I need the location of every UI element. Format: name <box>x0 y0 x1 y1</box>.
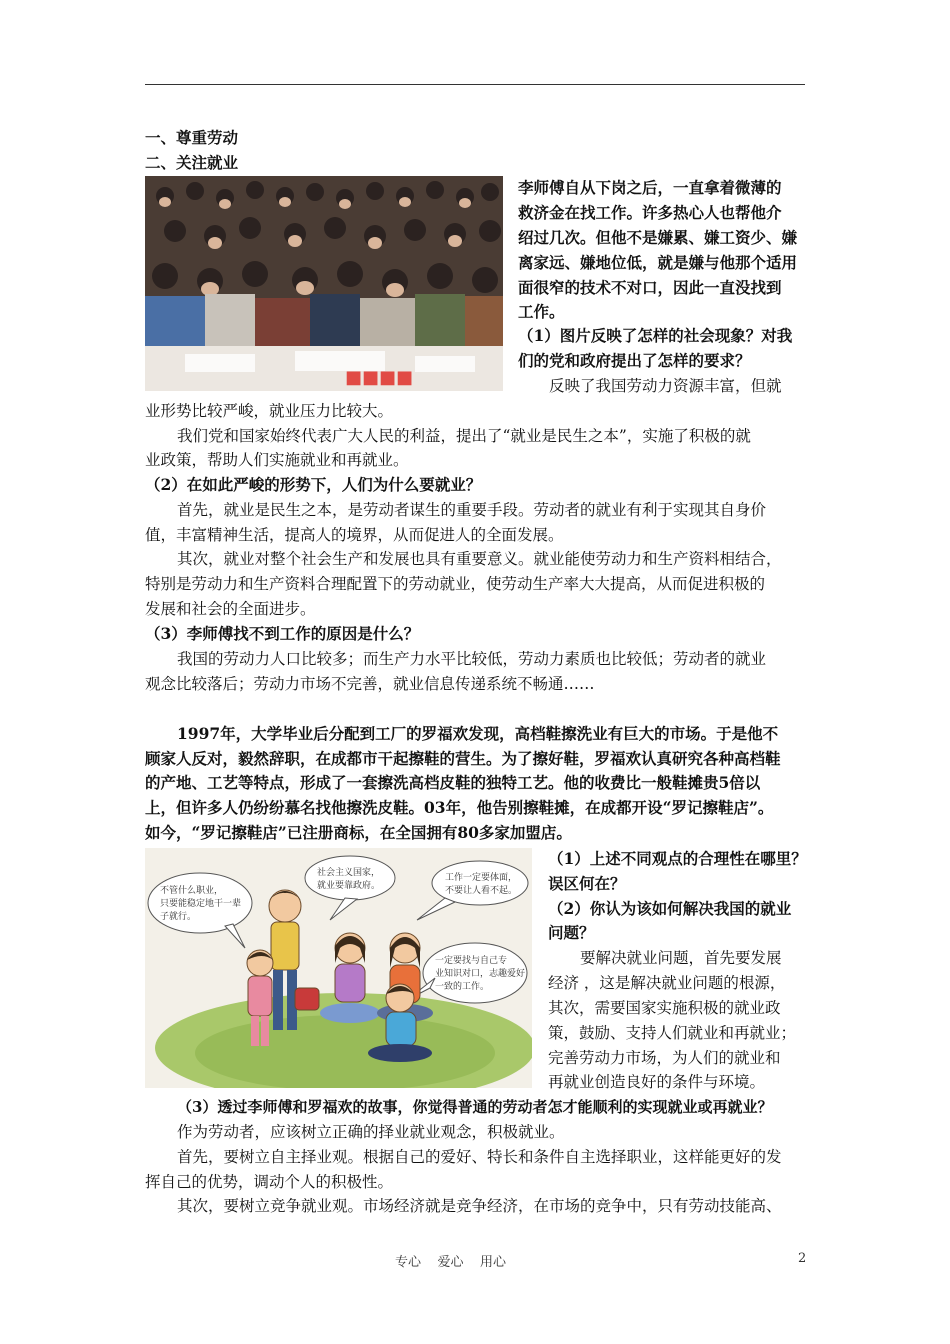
header-rule <box>145 84 805 85</box>
answer-6-line-1: 作为劳动者，应该树立正确的择业就业观念，积极就业。 <box>177 1123 565 1141</box>
bubble-4-line-1: 一定要找与自己专 <box>435 956 508 966</box>
answer-2-line-4: 特别是劳动力和生产资料合理配置下的劳动就业，使劳动生产率大大提高，从而促进积极的 <box>145 575 766 593</box>
heading-respect-labor: 一、尊重劳动 <box>145 128 239 147</box>
question-1-line-2: 们的党和政府提出了怎样的要求？ <box>518 351 751 370</box>
answer-5-line-4: 策，鼓励、支持人们就业和再就业； <box>548 1024 797 1042</box>
question-6: （3）透过李师傅和罗福欢的故事，你觉得普通的劳动者怎才能顺利的实现就业或再就业？ <box>177 1098 773 1116</box>
story2-line-3: 的产地、工艺等特点，形成了一套擦洗高档皮鞋的独特工艺。他的收费比一般鞋摊贵5倍以 <box>145 773 761 792</box>
crowd-illustration <box>145 176 503 391</box>
answer-6-line-3: 挥自己的优势，调动个人的积极性。 <box>145 1173 394 1191</box>
story1-line-6: 工作。 <box>518 302 565 321</box>
sitting-girl-center-figure <box>320 933 380 1023</box>
bubble-1-line-1: 不管什么职业， <box>160 886 224 896</box>
answer-1-line-4: 业政策，帮助人们实施就业和再就业。 <box>145 451 409 469</box>
bubble-3-line-2: 不要让人看不起。 <box>445 886 518 896</box>
question-4-line-1: （1）上述不同观点的合理性在哪里？ <box>548 849 807 868</box>
bubble-1-line-3: 子就行。 <box>160 912 197 922</box>
heading-employment: 二、关注就业 <box>145 153 239 172</box>
story1-line-1: 李师傅自从下岗之后，一直拿着微薄的 <box>518 178 782 197</box>
answer-3-line-1: 我国的劳动力人口比较多；而生产力水平比较低，劳动力素质也比较低；劳动者的就业 <box>177 650 767 668</box>
page-number: 2 <box>798 1251 807 1266</box>
answer-1-line-1: 反映了我国劳动力资源丰富，但就 <box>549 377 782 395</box>
answer-5-line-6: 再就业创造良好的条件与环境。 <box>548 1073 766 1091</box>
bubble-1-line-2: 只要能稳定地干一辈 <box>160 899 242 909</box>
story2-line-5: 如今，“罗记擦鞋店”已注册商标，在全国拥有80多家加盟店。 <box>145 823 572 842</box>
answer-6-line-4: 其次，要树立竞争就业观。市场经济就是竞争经济，在市场的竞争中，只有劳动技能高、 <box>177 1197 782 1215</box>
answer-1-line-2: 业形势比较严峻，就业压力比较大。 <box>145 402 394 420</box>
question-2: （2）在如此严峻的形势下，人们为什么要就业？ <box>145 475 482 494</box>
answer-6-line-2: 首先，要树立自主择业观。根据自己的爱好、特长和条件自主选择职业，这样能更好的发 <box>177 1148 782 1166</box>
story1-line-3: 绍过几次。但他不是嫌累、嫌工资少、嫌 <box>518 228 798 247</box>
cartoon-illustration <box>145 848 532 1088</box>
answer-2-line-2: 值，丰富精神生活，提高人的境界，从而促进人的全面发展。 <box>145 526 564 544</box>
job-fair-photo <box>145 176 503 391</box>
question-4-line-2: 误区何在？ <box>548 874 626 893</box>
svg-text:■■■■: ■■■■ <box>345 367 414 388</box>
story2-line-4: 上，但许多人仍纷纷慕名找他擦洗皮鞋。03年，他告别擦鞋摊，在成都开设“罗记擦鞋店”。 <box>145 798 774 817</box>
answer-5-line-1: 要解决就业问题，首先要发展 <box>580 949 782 967</box>
story1-line-4: 离家远、嫌地位低，就是嫌与他那个适用 <box>518 253 798 272</box>
answer-2-line-3: 其次，就业对整个社会生产和发展也具有重要意义。就业能使劳动力和生产资料相结合， <box>177 550 782 568</box>
question-5-line-1: （2）你认为该如何解决我国的就业 <box>548 899 792 918</box>
story2-line-1: 1997年，大学毕业后分配到工厂的罗福欢发现，高档鞋擦洗业有巨大的市场。于是他不 <box>177 724 779 743</box>
answer-1-line-3: 我们党和国家始终代表广大人民的利益，提出了“就业是民生之本”，实施了积极的就 <box>177 427 751 445</box>
answer-5-line-5: 完善劳动力市场，为人们的就业和 <box>548 1049 781 1067</box>
answer-5-line-2: 经济 ，这是解决就业问题的根源， <box>548 974 786 992</box>
answer-2-line-1: 首先，就业是民生之本，是劳动者谋生的重要手段。劳动者的就业有利于实现其自身价 <box>177 501 767 519</box>
bubble-2-line-2: 就业要靠政府。 <box>317 881 381 891</box>
story1-line-2: 救济金在找工作。许多热心人也帮他介 <box>518 203 782 222</box>
bubble-4-line-2: 业知识对口，志趣爱好 <box>435 969 526 979</box>
question-3: （3）李师傅找不到工作的原因是什么？ <box>145 624 420 643</box>
story2-line-2: 顾家人反对，毅然辞职，在成都市干起擦鞋的营生。为了擦好鞋，罗福欢认真研究各种高档鞋 <box>145 749 781 768</box>
bubble-3-line-1: 工作一定要体面， <box>445 873 518 883</box>
footer-motto: 专心 爱心 用心 <box>395 1255 507 1270</box>
answer-2-line-5: 发展和社会的全面进步。 <box>145 600 316 618</box>
answer-3-line-2: 观念比较落后；劳动力市场不完善，就业信息传递系统不畅通…… <box>145 675 595 693</box>
discussion-cartoon <box>145 848 532 1088</box>
question-5-line-2: 问题？ <box>548 923 595 942</box>
story1-line-5: 面很窄的技术不对口，因此一直没找到 <box>518 278 782 297</box>
question-1-line-1: （1）图片反映了怎样的社会现象？对我 <box>518 326 793 345</box>
answer-5-line-3: 其次，需要国家实施积极的就业政 <box>548 999 781 1017</box>
bubble-4-line-3: 一致的工作。 <box>435 982 490 992</box>
bubble-2-line-1: 社会主义国家， <box>317 868 381 878</box>
